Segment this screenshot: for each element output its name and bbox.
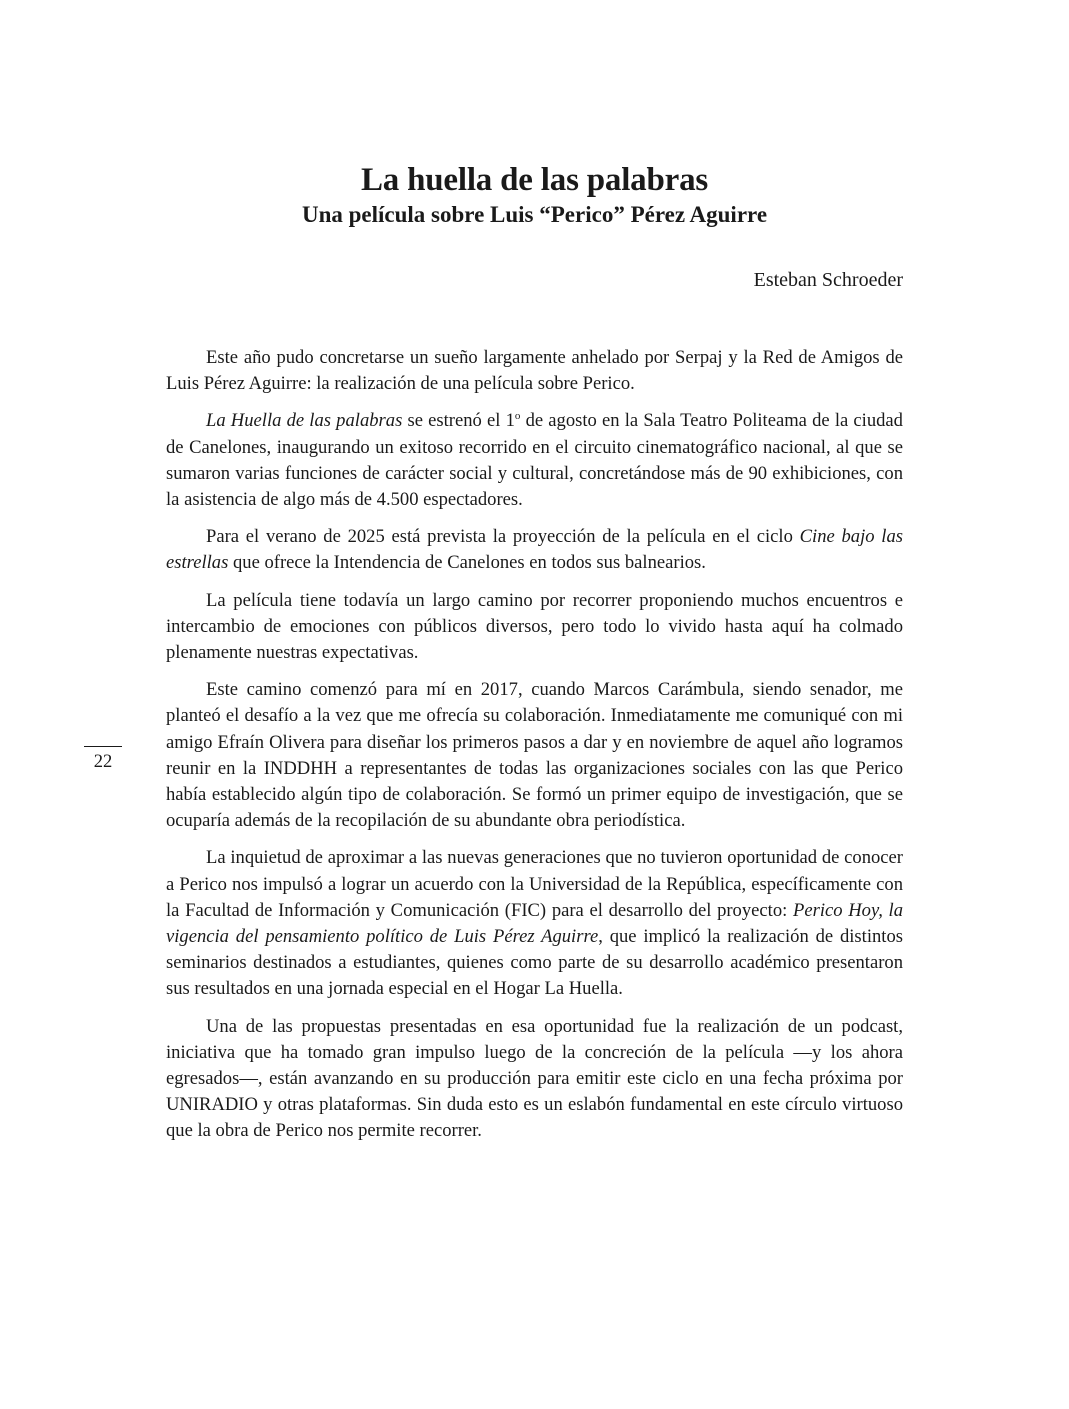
paragraph-4: La película tiene todavía un largo camino por recorrer proponiendo muchos encuentros e intercambio de emociones con públicos diversos, pero todo lo vivido hasta aquí ha colmado plenamente nuestras expectativas. [166,589,903,664]
film-title-italic: La Huella de las palabras [206,410,403,432]
paragraph-3-text-a: Para el verano de 2025 está prevista la proyección de la película en el ciclo [206,526,800,548]
paragraph-3 [166,524,903,576]
page-marker [84,746,122,775]
paragraph-2 [166,408,903,513]
page-number-rule [84,746,122,747]
paragraph-6 [166,845,903,1002]
paragraph-6-text-a: La inquietud de aproximar a las nuevas generaciones que no tuvieron oportunidad de conocer a Perico nos impulsó a lograr un acuerdo con la Universidad de la República, específicamente con la Facultad de Información y Comunicación (FIC) para el desarrollo del proyecto: [166,847,903,921]
author-name: Esteban Schroeder [753,269,903,291]
paragraph-2-text-b: de agosto en la Sala Teatro Politeama de la ciudad de Canelones, inaugurando un exitoso recorrido en el circuito cinematográfico nacional, al que se sumaron varias funciones de carácter social y cultural, concretándose más de 90 exhibiciones, con la asistencia de algo más de 4.500 espectadores. [166,410,903,511]
cycle-title-italic: Cine bajo las estrellas [166,526,903,574]
title-block [166,160,903,230]
paragraph-7: Una de las propuestas presentadas en esa oportunidad fue la realización de un podcast, iniciativa que ha tomado gran impulso luego de la concreción de la película —y los ahora egresados—, están avanzando en su producción para emitir este ciclo en una fecha próxima por UNIRADIO y otras plataformas. Sin duda esto es un eslabón fundamental en este círculo virtuoso que la obra de Perico nos permite recorrer. [166,1015,903,1142]
article-subtitle: Una película sobre Luis “Perico” Pérez Aguirre [301,202,768,227]
paragraph-2-text-a: se estrenó el 1 [402,410,515,432]
ordinal-superscript: o [514,410,521,423]
paragraph-1: Este año pudo concretarse un sueño largamente anhelado por Serpaj y la Red de Amigos de Luis Pérez Aguirre: la realización de una película sobre Perico. [166,347,903,395]
paragraph-6-text-b: , que implicó la realización de distintos seminarios destinados a estudiantes, quienes como parte de su desarrollo académico presentaron sus resultados en una jornada especial en el Hogar La Huella. [166,926,903,1000]
article-body [166,345,903,1145]
project-title-italic: Perico Hoy, la vigencia del pensamiento político de Luis Pérez Aguirre [166,899,903,948]
paragraph-3-text-b: que ofrece la Intendencia de Canelones en todos sus balnearios. [228,552,706,574]
page-number: 22 [93,751,113,772]
paragraph-5: Este camino comenzó para mí en 2017, cuando Marcos Carámbula, siendo senador, me planteó el desafío a la vez que me ofrecía su colaboración. Inmediatamente me comuniqué con mi amigo Efraín Olivera para diseñar los primeros pasos a dar y en noviembre de aquel año logramos reunir en la INDDHH a representantes de todas las organizaciones sociales con las que Perico había establecido algún tipo de colaboración. Se formó un primer equipo de investigación, que se ocuparía además de la recopilación de su abundante obra periodística. [166,679,903,832]
article-title: La huella de las palabras [360,162,709,198]
